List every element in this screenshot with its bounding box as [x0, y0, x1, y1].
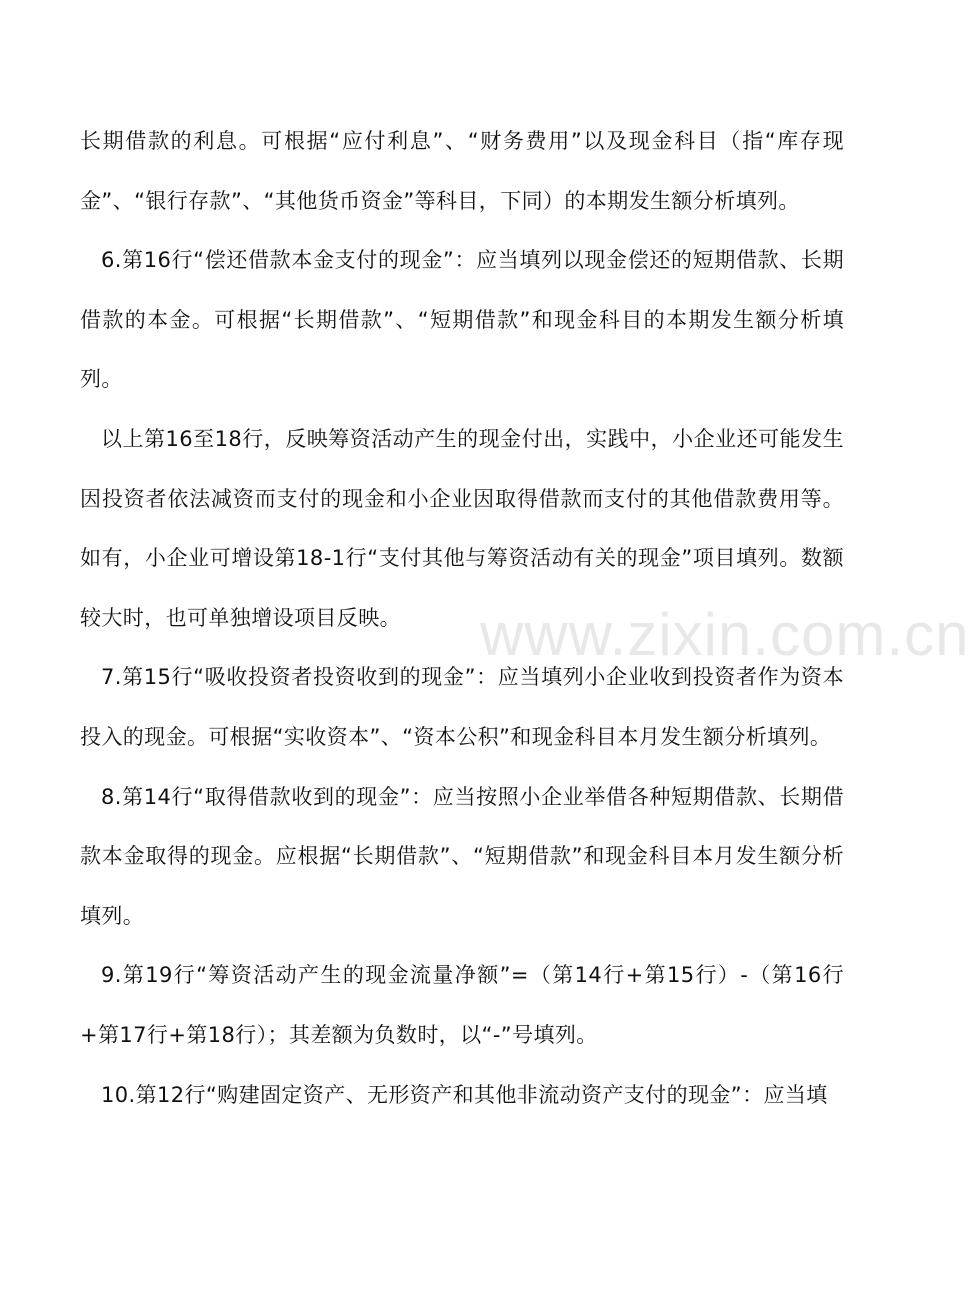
- paragraph-2: 6.第16行“偿还借款本金支付的现金”：应当填列以现金偿还的短期借款、长期借款的本金。可根据“长期借款”、“短期借款”和现金科目的本期发生额分析填列。: [80, 248, 844, 392]
- paragraph-5: 8.第14行“取得借款收到的现金”：应当按照小企业举借各种短期借款、长期借款本金取得的现金。应根据“长期借款”、“短期借款”和现金科目本月发生额分析填列。: [80, 784, 844, 928]
- paragraph-3: 以上第16至18行，反映筹资活动产生的现金付出，实践中，小企业还可能发生因投资者依法减资而支付的现金和小企业因取得借款而支付的其他借款费用等。如有，小企业可增设第18-1行“支付其他与筹资活动有关的现金”项目填列。数额较大时，也可单独增设项目反映。: [80, 426, 844, 630]
- paragraph-7: 10.第12行“购建固定资产、无形资产和其他非流动资产支付的现金”：应当填: [101, 1082, 828, 1107]
- paragraph-6: 9.第19行“筹资活动产生的现金流量净额”=（第14行+第15行）-（第16行+第17行+第18行）；其差额为负数时，以“-”号填列。: [80, 963, 844, 1047]
- paragraph-1: 长期借款的利息。可根据“应付利息”、“财务费用”以及现金科目（指“库存现金”、“银行存款”、“其他货币资金”等科目，下同）的本期发生额分析填列。: [80, 129, 844, 213]
- paragraph-4: 7.第15行“吸收投资者投资收到的现金”：应当填列小企业收到投资者作为资本投入的现金。可根据“实收资本”、“资本公积”和现金科目本月发生额分析填列。: [80, 665, 844, 749]
- watermark: www.zixin.com.cn: [480, 601, 969, 668]
